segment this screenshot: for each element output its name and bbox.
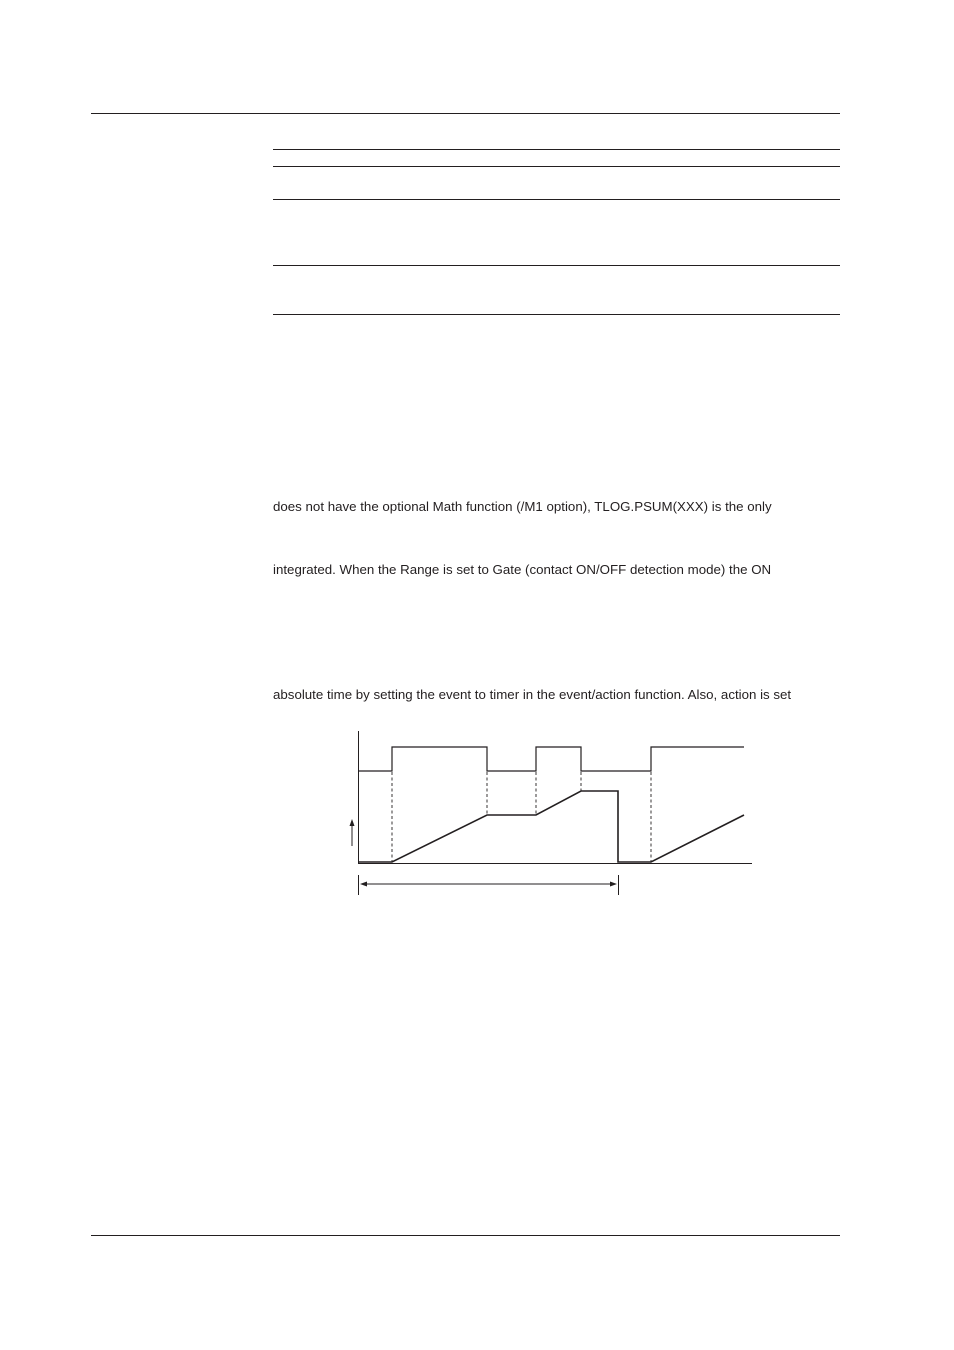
- footer-rule: [91, 1235, 840, 1236]
- double-headed-arrow-icon: [359, 875, 619, 895]
- body-text-line: does not have the optional Math function (/M1 option), TLOG.PSUM(XXX) is the only: [273, 499, 772, 514]
- up-arrow-icon: [350, 819, 355, 846]
- body-text-line: absolute time by setting the event to timer in the event/action function. Also, action is set: [273, 687, 792, 702]
- contact-signal-waveform: [358, 747, 744, 771]
- body-text-line: integrated. When the Range is set to Gate (contact ON/OFF detection mode) the ON: [273, 562, 772, 577]
- integrated-value-waveform: [358, 791, 744, 862]
